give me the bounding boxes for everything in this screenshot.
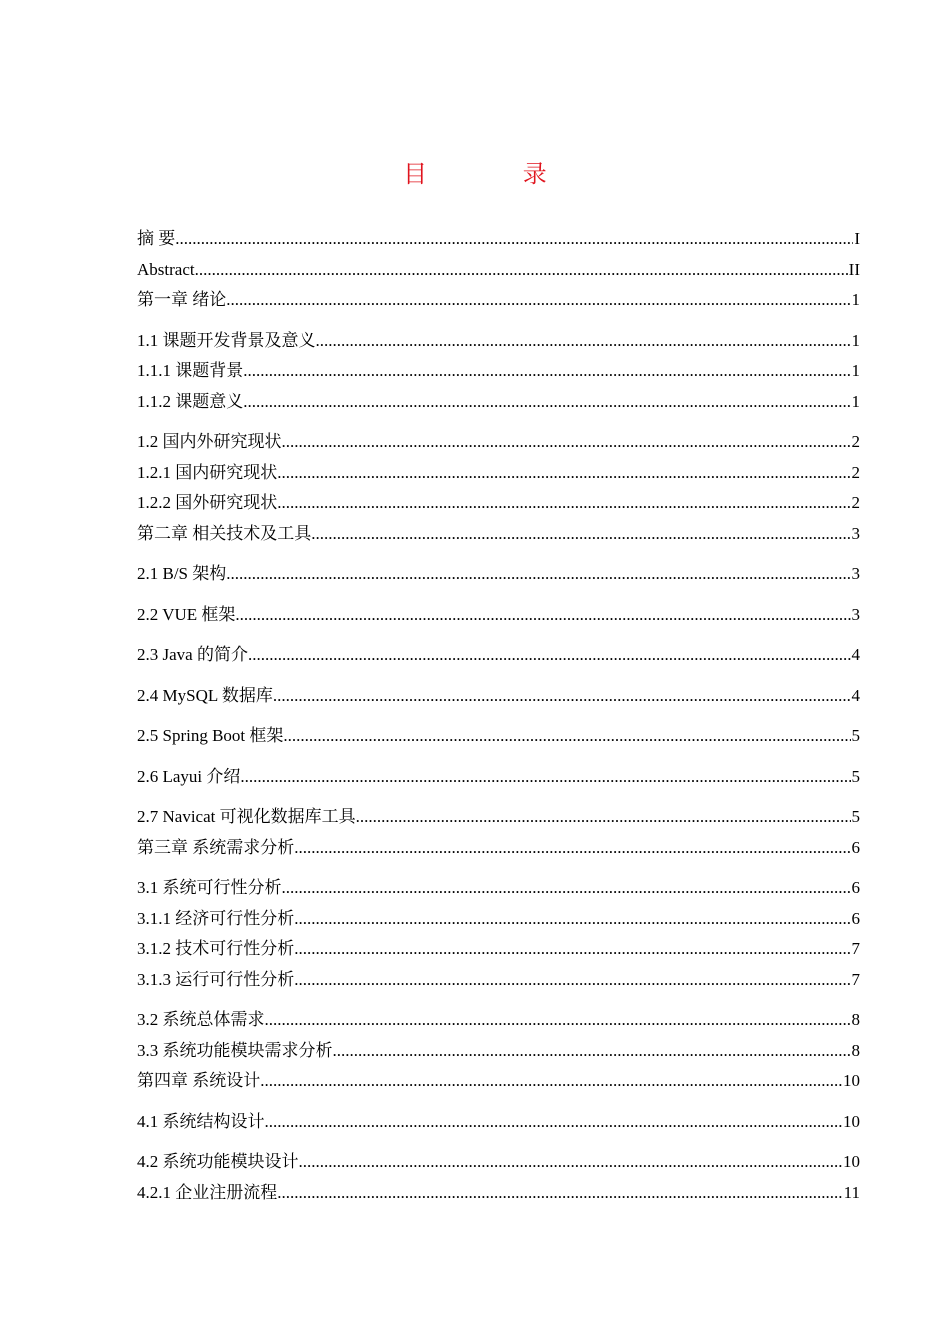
toc-entry-page-number: 10 — [843, 1152, 860, 1171]
toc-dot-leader — [283, 721, 850, 751]
toc-dot-leader — [265, 1005, 851, 1035]
toc-entry[interactable] — [137, 681, 860, 712]
toc-entry[interactable] — [137, 326, 860, 357]
toc-entry[interactable] — [137, 904, 860, 935]
table-of-contents — [137, 224, 860, 1208]
toc-dot-leader — [175, 224, 853, 254]
toc-dot-leader — [294, 833, 850, 863]
toc-entry-page-number: 8 — [851, 1040, 860, 1060]
toc-entry-label: 3.1 系统可行性分析 — [137, 878, 282, 897]
toc-entry-page-number: 6 — [851, 908, 860, 928]
toc-entry[interactable] — [137, 387, 860, 418]
toc-entry-page-number: 1 — [851, 290, 860, 309]
toc-entry-label: 2.4 MySQL 数据库 — [137, 685, 273, 705]
toc-entry-label: 1.2.1 国内研究现状 — [137, 462, 278, 482]
toc-entry[interactable] — [137, 255, 860, 286]
toc-entry-label: 1.1 课题开发背景及意义 — [137, 330, 316, 350]
toc-entry-label: 2.5 Spring Boot 框架 — [137, 726, 284, 745]
toc-entry[interactable] — [137, 833, 860, 864]
toc-entry[interactable] — [137, 519, 860, 550]
toc-entry-page-number: 11 — [843, 1182, 860, 1202]
toc-entry[interactable] — [137, 600, 860, 631]
toc-entry-label: 2.7 Navicat 可视化数据库工具 — [137, 807, 356, 826]
toc-dot-leader — [265, 1107, 843, 1137]
toc-dot-leader — [294, 904, 850, 934]
toc-entry-page-number: 6 — [851, 878, 860, 897]
toc-entry-label: 第二章 相关技术及工具 — [137, 523, 312, 543]
toc-entry-page-number: 1 — [851, 391, 860, 411]
toc-entry-page-number: II — [848, 259, 860, 279]
toc-entry-label: 3.1.2 技术可行性分析 — [137, 939, 295, 958]
toc-entry-label: 2.3 Java 的简介 — [137, 645, 248, 664]
toc-entry-label: 3.1.3 运行可行性分析 — [137, 969, 295, 989]
toc-entry-page-number: 2 — [851, 493, 860, 512]
toc-entry[interactable] — [137, 721, 860, 752]
toc-dot-leader — [277, 1178, 842, 1208]
toc-dot-leader — [243, 387, 850, 417]
toc-dot-leader — [235, 600, 850, 630]
toc-entry-page-number: 2 — [851, 432, 860, 451]
toc-dot-leader — [356, 802, 851, 832]
toc-entry[interactable] — [137, 1107, 860, 1138]
toc-entry-page-number: 8 — [851, 1010, 860, 1029]
toc-entry[interactable] — [137, 1066, 860, 1097]
toc-entry[interactable] — [137, 873, 860, 904]
toc-entry-label: Abstract — [137, 259, 195, 279]
toc-entry-page-number: 2 — [851, 462, 860, 482]
toc-entry-label: 3.3 系统功能模块需求分析 — [137, 1040, 333, 1060]
toc-dot-leader — [226, 559, 850, 589]
toc-entry-page-number: 5 — [851, 766, 860, 786]
toc-entry-page-number: 4 — [851, 645, 860, 664]
toc-dot-leader — [316, 326, 851, 356]
toc-entry-page-number: 7 — [851, 969, 860, 989]
toc-entry[interactable] — [137, 458, 860, 489]
toc-entry-page-number: 4 — [851, 685, 860, 705]
toc-entry-label: 摘 要 — [137, 229, 176, 248]
page-title: 目 录 — [403, 160, 591, 188]
toc-entry[interactable] — [137, 1005, 860, 1036]
toc-entry[interactable] — [137, 762, 860, 793]
toc-entry-label: 2.6 Layui 介绍 — [137, 766, 241, 786]
toc-entry-page-number: 5 — [851, 807, 860, 826]
toc-entry[interactable] — [137, 965, 860, 996]
toc-dot-leader — [333, 1036, 851, 1066]
toc-entry[interactable] — [137, 224, 860, 255]
toc-entry[interactable] — [137, 802, 860, 833]
toc-dot-leader — [282, 427, 851, 457]
toc-dot-leader — [240, 762, 850, 792]
toc-entry-page-number: 10 — [843, 1071, 860, 1090]
toc-entry-label: 2.1 B/S 架构 — [137, 564, 227, 583]
toc-entry-page-number: I — [854, 229, 860, 248]
toc-dot-leader — [273, 681, 851, 711]
toc-entry-page-number: 7 — [851, 939, 860, 958]
toc-entry[interactable] — [137, 427, 860, 458]
toc-entry[interactable] — [137, 1147, 860, 1178]
toc-entry-page-number: 3 — [851, 523, 860, 543]
toc-dot-leader — [277, 458, 850, 488]
toc-dot-leader — [260, 1066, 842, 1096]
toc-dot-leader — [311, 519, 850, 549]
toc-entry[interactable] — [137, 285, 860, 316]
toc-entry-page-number: 3 — [851, 564, 860, 583]
toc-entry-label: 4.1 系统结构设计 — [137, 1111, 265, 1131]
toc-entry-label: 第四章 系统设计 — [137, 1071, 261, 1090]
toc-dot-leader — [282, 873, 851, 903]
toc-dot-leader — [294, 934, 850, 964]
toc-entry[interactable] — [137, 488, 860, 519]
toc-entry-label: 第三章 系统需求分析 — [137, 837, 295, 857]
toc-entry-label: 4.2.1 企业注册流程 — [137, 1182, 278, 1202]
toc-entry-label: 1.1.1 课题背景 — [137, 361, 244, 380]
toc-dot-leader — [277, 488, 850, 518]
toc-entry[interactable] — [137, 640, 860, 671]
toc-entry-label: 3.2 系统总体需求 — [137, 1010, 265, 1029]
toc-entry[interactable] — [137, 934, 860, 965]
toc-entry-page-number: 10 — [843, 1111, 860, 1131]
toc-dot-leader — [248, 640, 851, 670]
toc-entry-label: 1.2 国内外研究现状 — [137, 432, 282, 451]
toc-entry-page-number: 1 — [851, 361, 860, 380]
toc-entry-page-number: 5 — [851, 726, 860, 745]
toc-entry-page-number: 6 — [851, 837, 860, 857]
toc-entry-label: 4.2 系统功能模块设计 — [137, 1152, 299, 1171]
toc-entry[interactable] — [137, 1178, 860, 1209]
toc-entry-label: 1.1.2 课题意义 — [137, 391, 244, 411]
toc-dot-leader — [195, 255, 848, 285]
toc-entry[interactable] — [137, 1036, 860, 1067]
toc-dot-leader — [226, 285, 850, 315]
toc-dot-leader — [294, 965, 850, 995]
toc-entry-page-number: 3 — [851, 604, 860, 624]
toc-entry-label: 2.2 VUE 框架 — [137, 604, 236, 624]
toc-dot-leader — [243, 356, 850, 386]
toc-entry-label: 第一章 绪论 — [137, 290, 227, 309]
toc-entry[interactable] — [137, 356, 860, 387]
toc-entry-page-number: 1 — [851, 330, 860, 350]
toc-dot-leader — [299, 1147, 843, 1177]
toc-entry[interactable] — [137, 559, 860, 590]
toc-entry-label: 1.2.2 国外研究现状 — [137, 493, 278, 512]
toc-entry-label: 3.1.1 经济可行性分析 — [137, 908, 295, 928]
